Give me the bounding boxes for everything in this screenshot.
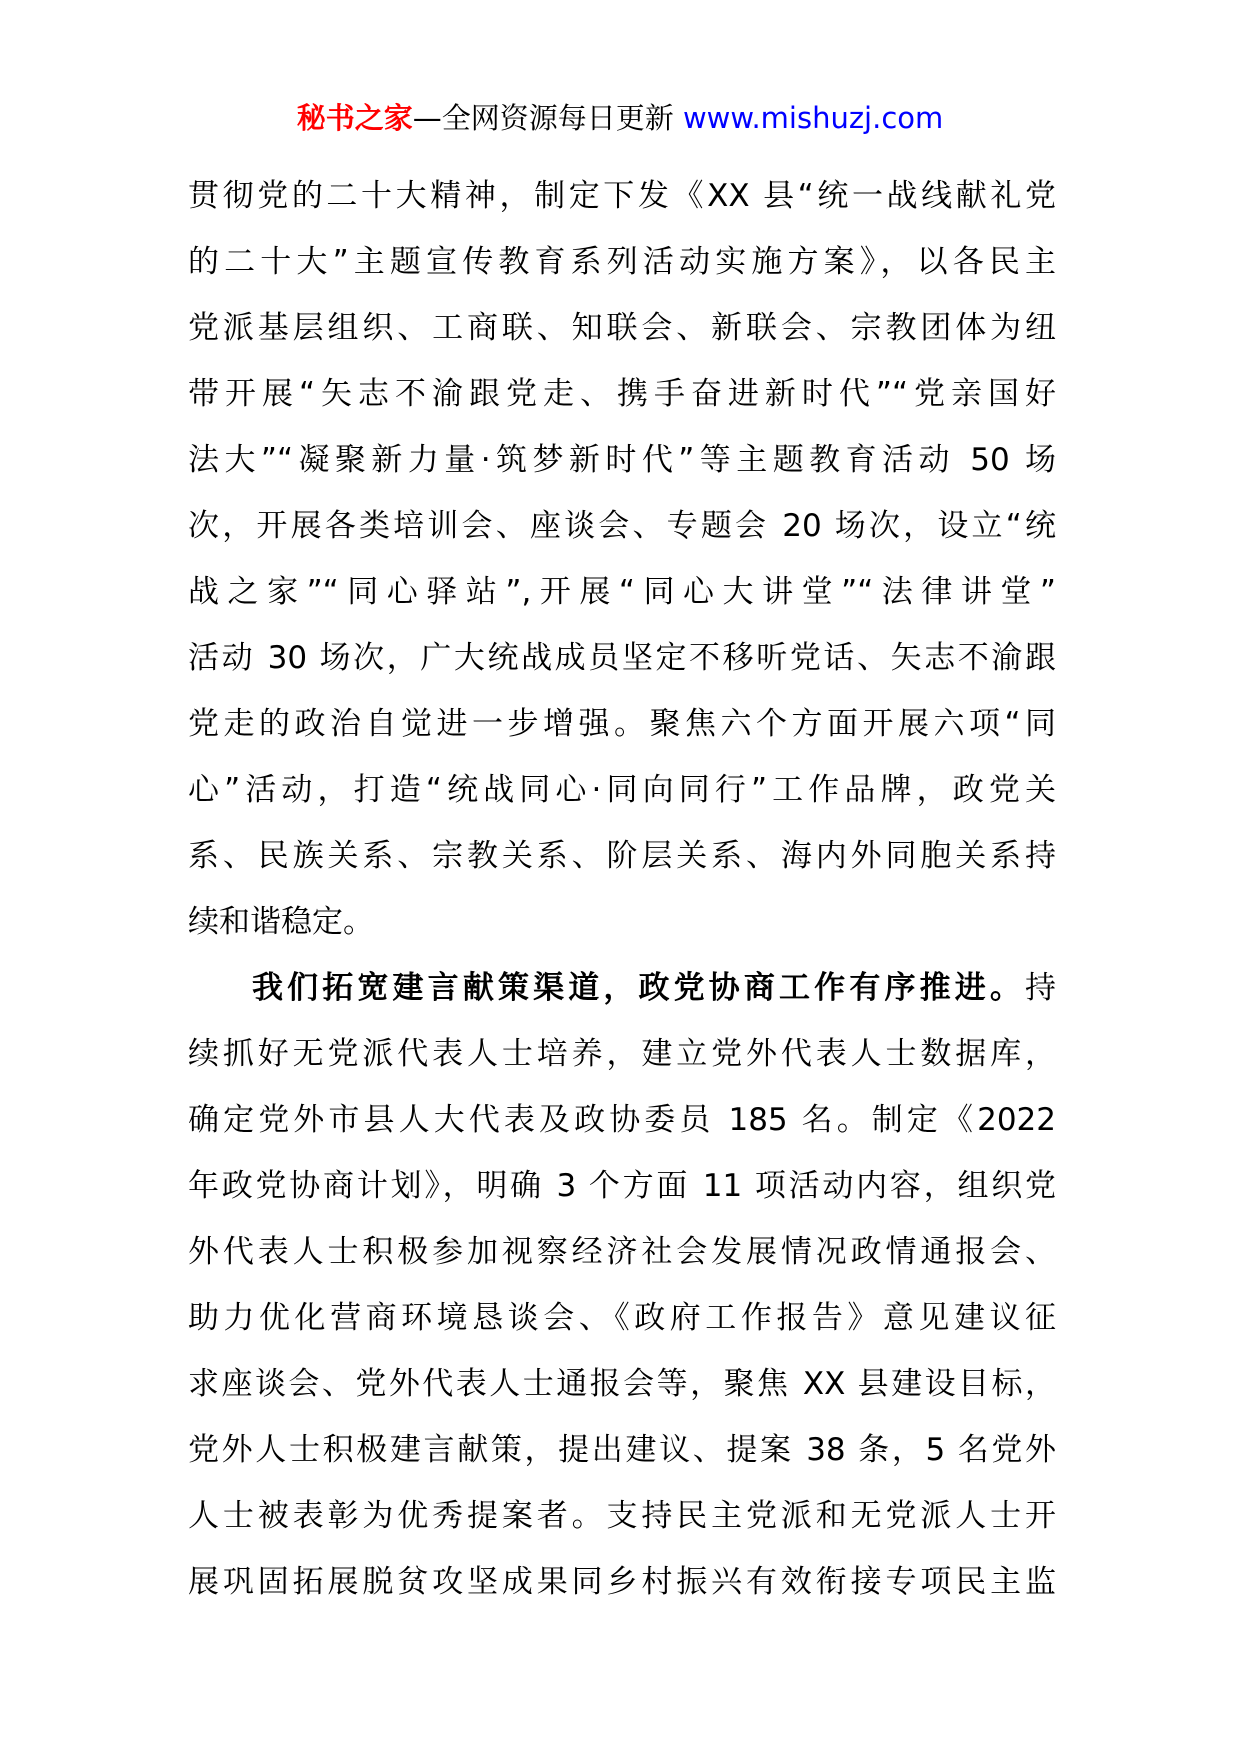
- site-url-link[interactable]: www.mishuzj.com: [682, 101, 944, 135]
- brand-name: 秘书之家: [296, 101, 413, 135]
- text-line: 党派基层组织、工商联、知联会、新联会、宗教团体为纽: [188, 310, 1056, 346]
- text-line: 续和谐稳定。: [188, 904, 374, 940]
- text-line: 系、民族关系、宗教关系、阶层关系、海内外同胞关系持: [188, 838, 1056, 874]
- paragraph-political-consultation: [188, 955, 1056, 1615]
- site-header: [0, 98, 1240, 138]
- text-line: 次，开展各类培训会、座谈会、专题会 20 场次，设立“统: [188, 508, 1056, 544]
- header-slogan: —全网资源每日更新: [412, 101, 674, 135]
- text-line: 年政党协商计划》，明确 3 个方面 11 项活动内容，组织党: [188, 1168, 1056, 1204]
- text-line: 活动 30 场次，广大统战成员坚定不移听党话、矢志不渝跟: [188, 640, 1056, 676]
- text-line: 战之家”“同心驿站”,开展“同心大讲堂”“法律讲堂”: [188, 574, 1056, 610]
- text-line: 党走的政治自觉进一步增强。聚焦六个方面开展六项“同: [188, 706, 1056, 742]
- text-line: 法大”“凝聚新力量·筑梦新时代”等主题教育活动 50 场: [188, 442, 1056, 478]
- text-line: 外代表人士积极参加视察经济社会发展情况政情通报会、: [188, 1234, 1056, 1270]
- text-line: 的二十大”主题宣传教育系列活动实施方案》，以各民主: [188, 244, 1056, 280]
- text-line: 党外人士积极建言献策，提出建议、提案 38 条，5 名党外: [188, 1432, 1056, 1468]
- text-line: 带开展“矢志不渝跟党走、携手奋进新时代”“党亲国好: [188, 376, 1056, 412]
- text-fragment: 持: [1025, 970, 1056, 1006]
- text-line: 续抓好无党派代表人士培养，建立党外代表人士数据库，: [188, 1036, 1056, 1072]
- text-line: 展巩固拓展脱贫攻坚成果同乡村振兴有效衔接专项民主监: [188, 1564, 1056, 1600]
- text-line: 贯彻党的二十大精神，制定下发《XX 县“统一战线献礼党: [188, 178, 1056, 214]
- paragraph-lead-sentence: 我们拓宽建言献策渠道，政党协商工作有序推进。: [252, 970, 1025, 1006]
- text-line: 确定党外市县人大代表及政协委员 185 名。制定《2022: [188, 1102, 1056, 1138]
- document-body: [188, 163, 1056, 1615]
- text-line: 人士被表彰为优秀提案者。支持民主党派和无党派人士开: [188, 1498, 1056, 1534]
- text-line: 助力优化营商环境恳谈会、《政府工作报告》意见建议征: [188, 1300, 1056, 1336]
- paragraph-first-line: [188, 955, 1056, 1021]
- paragraph-united-front: [188, 163, 1056, 955]
- text-line: 心”活动，打造“统战同心·同向同行”工作品牌，政党关: [188, 772, 1056, 808]
- text-line: 求座谈会、党外代表人士通报会等，聚焦 XX 县建设目标，: [188, 1366, 1056, 1402]
